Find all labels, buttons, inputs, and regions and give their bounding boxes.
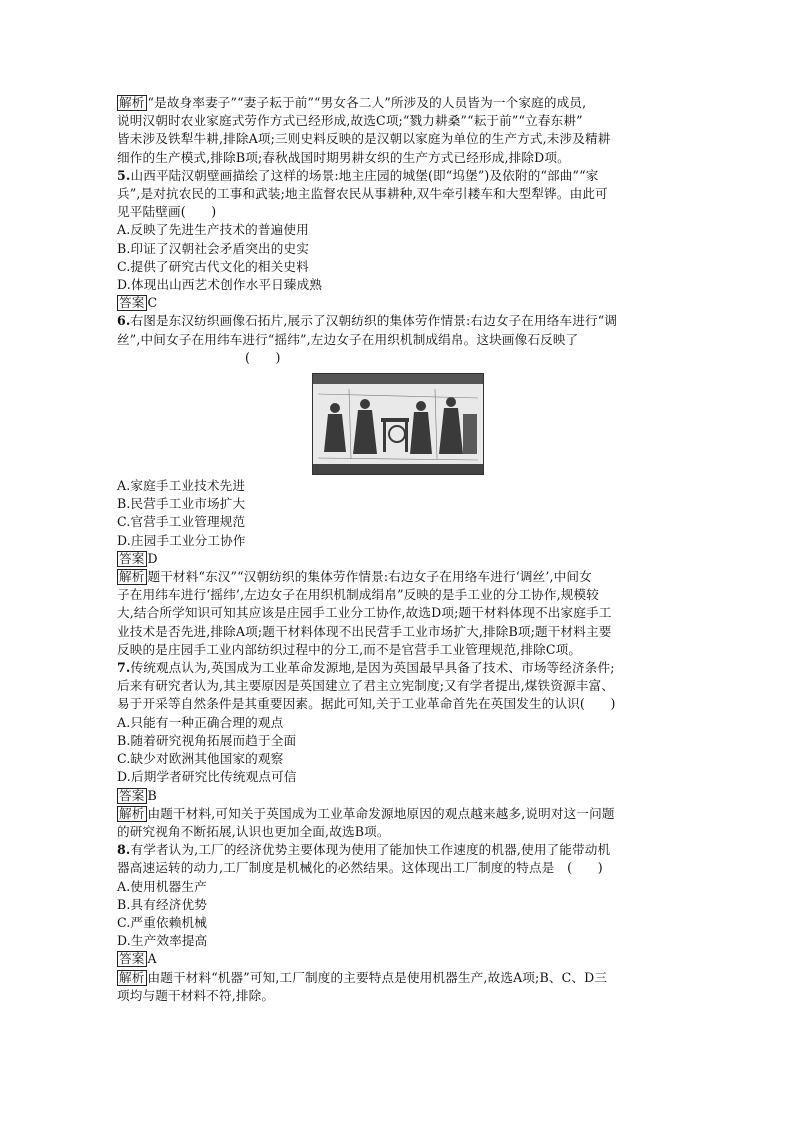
answer-paren: ( ) [245, 349, 281, 365]
question-number: 5. [117, 167, 131, 183]
option-b: B.随着研究视角拓展而趋于全面 [117, 732, 297, 748]
analysis-line: 的研究视角不断拓展,认识也更加全面,故选B项。 [117, 823, 390, 839]
option-c: C.官营手工业管理规范 [117, 514, 246, 530]
question-5-stem-line: 兵”,是对抗农民的工事和武装;地主监督农民从事耕种,双牛牵引耧车和大型犁铧。由此可 [117, 186, 608, 202]
option-c: C.提供了研究古代文化的相关史料 [117, 258, 309, 274]
answer-value: D [147, 550, 158, 566]
option-b: B.印证了汉朝社会矛盾突出的史实 [117, 240, 309, 256]
question-6-stem: 6.右图是东汉纺织画像石拓片,展示了汉朝纺织的集体劳作情景:右边女子在用络车进行“调 [117, 313, 618, 329]
answer-line [117, 787, 677, 805]
question-5-stem: 5.山西平陆汉朝壁画描绘了这样的场景:地主庄园的城堡(即“坞堡”)及依附的“部曲”“家 [117, 167, 599, 183]
analysis-line: 皆未涉及铁犁牛耕,排除A项;三则史料反映的是汉朝以家庭为单位的生产方式,未涉及精耕 [117, 131, 611, 147]
analysis-line: 细作的生产模式,排除B项;春秋战国时期男耕女织的生产方式已经形成,排除D项。 [117, 149, 570, 165]
figure-container [117, 367, 677, 477]
analysis-line: 子在用纬车进行‘摇纬’,左边女子在用织机制成绢帛”反映的是手工业的分工协作,规模较 [117, 587, 599, 603]
analysis-line: 解析 由题干材料,可知关于英国成为工业革命发源地原因的观点越来越多,说明对这一问题 [119, 805, 615, 821]
answer-value: B [147, 787, 157, 803]
answer-tag: 答案 [119, 951, 145, 967]
analysis-line: 反映的是庄园手工业内部纺织过程中的分工,而不是官营手工业管理规范,排除C项。 [117, 641, 582, 657]
analysis-tag: 解析 [119, 969, 145, 985]
analysis-line: 说明汉朝时农业家庭式劳作方式已经形成,故选C项;“戮力耕桑”“耘于前”“立春东耕” [117, 113, 583, 129]
option-d: D.庄园手工业分工协作 [117, 532, 246, 548]
question-number: 7. [117, 660, 131, 676]
question-6-paren [117, 349, 677, 367]
analysis-line: 解析 题干材料“东汉”“汉朝纺织的集体劳作情景:右边女子在用络车进行‘调丝’,中间女 [119, 569, 592, 585]
option-b: B.民营手工业市场扩大 [117, 496, 246, 512]
question-number: 8. [117, 842, 131, 858]
option-a: A.家庭手工业技术先进 [117, 478, 246, 494]
option-b: B.具有经济优势 [117, 896, 208, 912]
analysis-line [117, 94, 677, 112]
question-7-stem-line: 后来有研究者认为,其主要原因是英国建立了君主立宪制度;又有学者提出,煤铁资源丰富、 [117, 678, 614, 694]
option-a: A.使用机器生产 [117, 878, 207, 894]
analysis-line: 业技术是否先进,排除A项;题干材料体现不出民营手工业市场扩大,排除B项;题干材料主要 [117, 623, 612, 639]
analysis-line: 大,结合所学知识可知其应该是庄园手工业分工协作,故选D项;题干材料体现不出家庭手工 [117, 605, 612, 621]
answer-tag: 答案 [119, 787, 145, 803]
option-a: A.只能有一种正确合理的观点 [117, 714, 284, 730]
question-8-stem: 8.有学者认为,工厂的经济优势主要体现为使用了能加快工作速度的机器,使用了能带动机 [117, 842, 611, 858]
option-d: D.体现出山西艺术创作水平日臻成熟 [117, 277, 323, 293]
answer-tag: 答案 [119, 295, 145, 311]
han-textile-stone-rubbing-image [312, 373, 484, 475]
question-6-stem-line: 丝”,中间女子在用纬车进行“摇纬”,左边女子在用织机制成绢帛。这块画像石反映了 [117, 331, 579, 347]
document-page [117, 94, 677, 1005]
option-d: D.生产效率提高 [117, 933, 208, 949]
analysis-tag: 解析 [119, 805, 145, 821]
analysis-line: 解析 由题干材料“机器”可知,工厂制度的主要特点是使用机器生产,故选A项;B、C、D三 [119, 969, 608, 985]
question-5-stem-line: 见平陆壁画( ) [117, 204, 217, 220]
option-c: C.缺少对欧洲其他国家的观察 [117, 751, 284, 767]
question-7-stem-line: 易于开采等自然条件是其重要因素。据此可知,关于工业革命首先在英国发生的认识( ) [117, 696, 616, 712]
question-8-stem-line: 器高速运转的动力,工厂制度是机械化的必然结果。这体现出工厂制度的特点是 ( ) [117, 860, 603, 876]
analysis-tag: 解析 [119, 95, 145, 110]
answer-line [117, 294, 677, 312]
answer-line [117, 550, 677, 568]
analysis-line: 项均与题干材料不符,排除。 [117, 987, 275, 1003]
answer-value: C [147, 295, 158, 311]
answer-line [117, 950, 677, 968]
analysis-text: “是故身率妻子”“妻子耘于前”“男女各二人”所涉及的人员皆为一个家庭的成员, [147, 95, 587, 110]
option-c: C.严重依赖机械 [117, 914, 207, 930]
answer-tag: 答案 [119, 550, 145, 566]
option-a: A.反映了先进生产技术的普遍使用 [117, 222, 309, 238]
question-7-stem: 7.传统观点认为,英国成为工业革命发源地,是因为英国最早具备了技术、市场等经济条件; [117, 660, 615, 676]
analysis-tag: 解析 [119, 569, 145, 585]
question-number: 6. [117, 313, 131, 329]
option-d: D.后期学者研究比传统观点可信 [117, 769, 297, 785]
answer-value: A [147, 951, 157, 967]
